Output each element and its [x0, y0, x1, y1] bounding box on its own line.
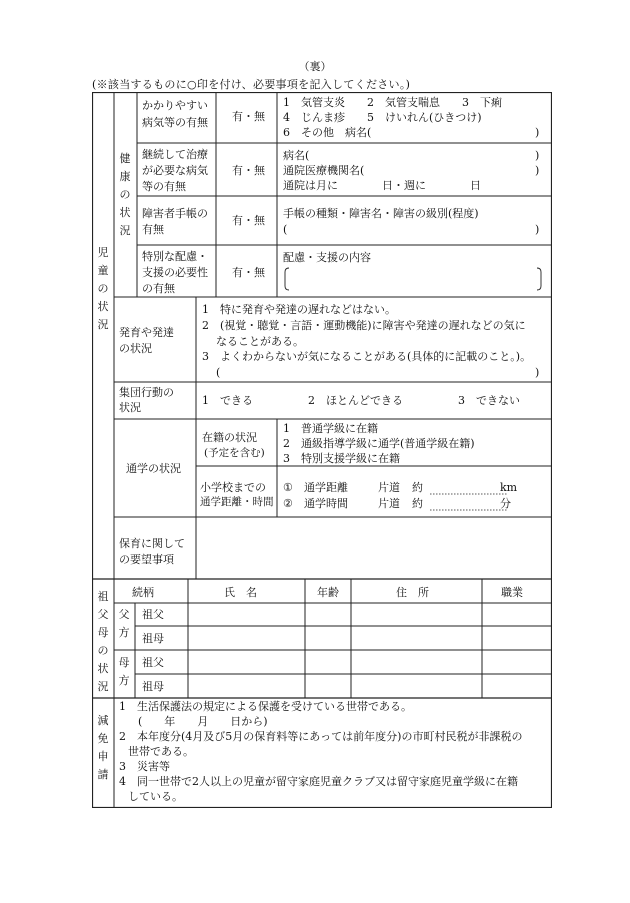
- commute-distance-unit: km: [500, 481, 518, 494]
- disability-label-line2: 有無: [142, 223, 164, 236]
- requests-label-line1: 保育に関して: [119, 537, 185, 550]
- group-option-2[interactable]: 2 ほとんどできる: [308, 394, 403, 407]
- application-form-back: [92, 92, 552, 808]
- development-label-line1: 発育や発達: [119, 326, 174, 339]
- school-label: 通学の状況: [126, 462, 181, 475]
- development-option-2-cont: なることがある。: [216, 335, 304, 348]
- commute-label-line1: 小学校までの: [200, 481, 266, 494]
- illness-label-line2: 病気等の有無: [142, 116, 208, 129]
- maternal-grandfather: 祖父: [142, 656, 164, 669]
- enroll-option-1[interactable]: 1 普通学級に在籍: [283, 422, 378, 435]
- requests-field[interactable]: [198, 520, 548, 576]
- page-side-label: （裏）: [298, 60, 332, 73]
- enroll-option-2[interactable]: 2 通級指導学級に通学(普通学級在籍): [283, 437, 475, 450]
- group-option-3[interactable]: 3 できない: [458, 394, 520, 407]
- group-label-line1: 集団行動の: [119, 386, 174, 399]
- visit-frequency[interactable]: 通院は月に 日・週に 日: [283, 179, 481, 192]
- illness-choice[interactable]: 有・無: [232, 110, 265, 123]
- disability-detail-open[interactable]: (: [283, 223, 288, 236]
- exemption-item-1-date[interactable]: ( 年 月 日から): [138, 715, 268, 728]
- illness-label-line1: かかりやすい: [142, 99, 208, 112]
- treatment-label-line1: 継続して治療: [142, 148, 208, 161]
- treatment-label-line2: が必要な病気: [142, 164, 208, 177]
- exemption-item-3[interactable]: 3 災害等: [119, 760, 170, 773]
- disability-detail-label: 手帳の種類・障害名・障害の級別(程度): [283, 207, 479, 220]
- development-option-3[interactable]: 3 よくわからないが気になることがある(具体的に記載のこと。)。: [202, 350, 532, 363]
- illness-other-open[interactable]: 6 その他 病名(: [283, 126, 372, 139]
- commute-time-way: 片道: [378, 497, 400, 510]
- development-detail-close: ): [535, 366, 540, 379]
- exemption-item-2-cont: 世帯である。: [128, 745, 194, 758]
- support-detail-label: 配慮・支援の内容: [283, 251, 371, 264]
- illness-options-line1: 1 気管支炎 2 気管支喘息 3 下痢: [283, 96, 502, 109]
- development-label-line2: の状況: [119, 342, 152, 355]
- child-status-section-label: 児童の状況: [97, 246, 109, 331]
- development-option-1[interactable]: 1 特に発育や発達の遅れなどはない。: [202, 303, 396, 316]
- development-detail-open[interactable]: (: [216, 366, 221, 379]
- commute-time-unit: 分: [500, 497, 511, 510]
- instruction-text: (※該当するものに○印を付け、必要事項を記入してください。): [92, 78, 411, 91]
- commute-label-line2: 通学距離・時間: [200, 496, 274, 508]
- header-occupation: 職業: [501, 586, 523, 599]
- group-label-line2: 状況: [119, 401, 141, 414]
- header-age: 年齢: [317, 586, 339, 599]
- maternal-grandmother: 祖母: [142, 680, 164, 693]
- commute-distance-approx[interactable]: 約: [412, 481, 423, 494]
- hospital-open[interactable]: 通院医療機関名(: [283, 164, 365, 177]
- development-option-2[interactable]: 2 (視覚・聴覚・言語・運動機能)に障害や発達の遅れなどの気に: [202, 319, 526, 332]
- grandparents-section-label: 祖父母の状況: [97, 590, 109, 693]
- enroll-option-3[interactable]: 3 特別支援学級に在籍: [283, 452, 400, 465]
- disability-detail-close: ): [535, 223, 540, 236]
- support-choice[interactable]: 有・無: [232, 266, 265, 279]
- support-label-line2: 支援の必要性: [142, 266, 208, 279]
- commute-time-num: ②: [283, 497, 293, 510]
- illness-other-close: ): [535, 126, 540, 139]
- support-label-line1: 特別な配慮・: [142, 250, 208, 263]
- support-label-line3: の有無: [142, 282, 175, 295]
- disability-choice[interactable]: 有・無: [232, 214, 265, 227]
- exemption-item-2[interactable]: 2 本年度分(4月及び5月の保育料等にあっては前年度分)の市町村民税が非課税の: [119, 730, 523, 743]
- header-relation: 続柄: [132, 586, 154, 599]
- commute-distance-way: 片道: [378, 481, 400, 494]
- paternal-grandmother: 祖母: [142, 632, 164, 645]
- header-address: 住 所: [396, 586, 429, 599]
- header-name: 氏 名: [224, 586, 257, 599]
- group-option-1[interactable]: 1 できる: [202, 394, 253, 407]
- enroll-label-line2: (予定を含む): [204, 447, 265, 459]
- disability-label-line1: 障害者手帳の: [142, 207, 208, 220]
- disease-name-open[interactable]: 病名(: [283, 149, 310, 162]
- illness-options-line2: 4 じんま疹 5 けいれん(ひきつけ): [283, 111, 482, 124]
- health-status-label: 健康の状況: [119, 152, 131, 237]
- exemption-item-4[interactable]: 4 同一世帯で2人以上の児童が留守家庭児童クラブ又は留守家庭児童学級に在籍: [119, 775, 518, 788]
- commute-distance-item: 通学距離: [304, 481, 348, 494]
- treatment-label-line3: 等の有無: [142, 180, 186, 193]
- requests-label-line2: の要望事項: [119, 553, 174, 566]
- commute-time-approx[interactable]: 約: [412, 497, 423, 510]
- maternal-side-label: 母方: [118, 656, 130, 687]
- disease-name-close: ): [535, 149, 540, 162]
- exemption-item-1[interactable]: 1 生活保護法の規定による保護を受けている世帯である。: [119, 700, 412, 713]
- paternal-grandfather: 祖父: [142, 608, 164, 621]
- commute-distance-num: ①: [283, 481, 293, 494]
- commute-time-item: 通学時間: [304, 497, 348, 510]
- paternal-side-label: 父方: [118, 608, 130, 639]
- treatment-choice[interactable]: 有・無: [232, 164, 265, 177]
- hospital-close: ): [535, 164, 540, 177]
- exemption-section-label: 減免申請: [97, 714, 109, 781]
- enroll-label-line1: 在籍の状況: [202, 431, 257, 444]
- exemption-item-4-cont: している。: [128, 790, 183, 803]
